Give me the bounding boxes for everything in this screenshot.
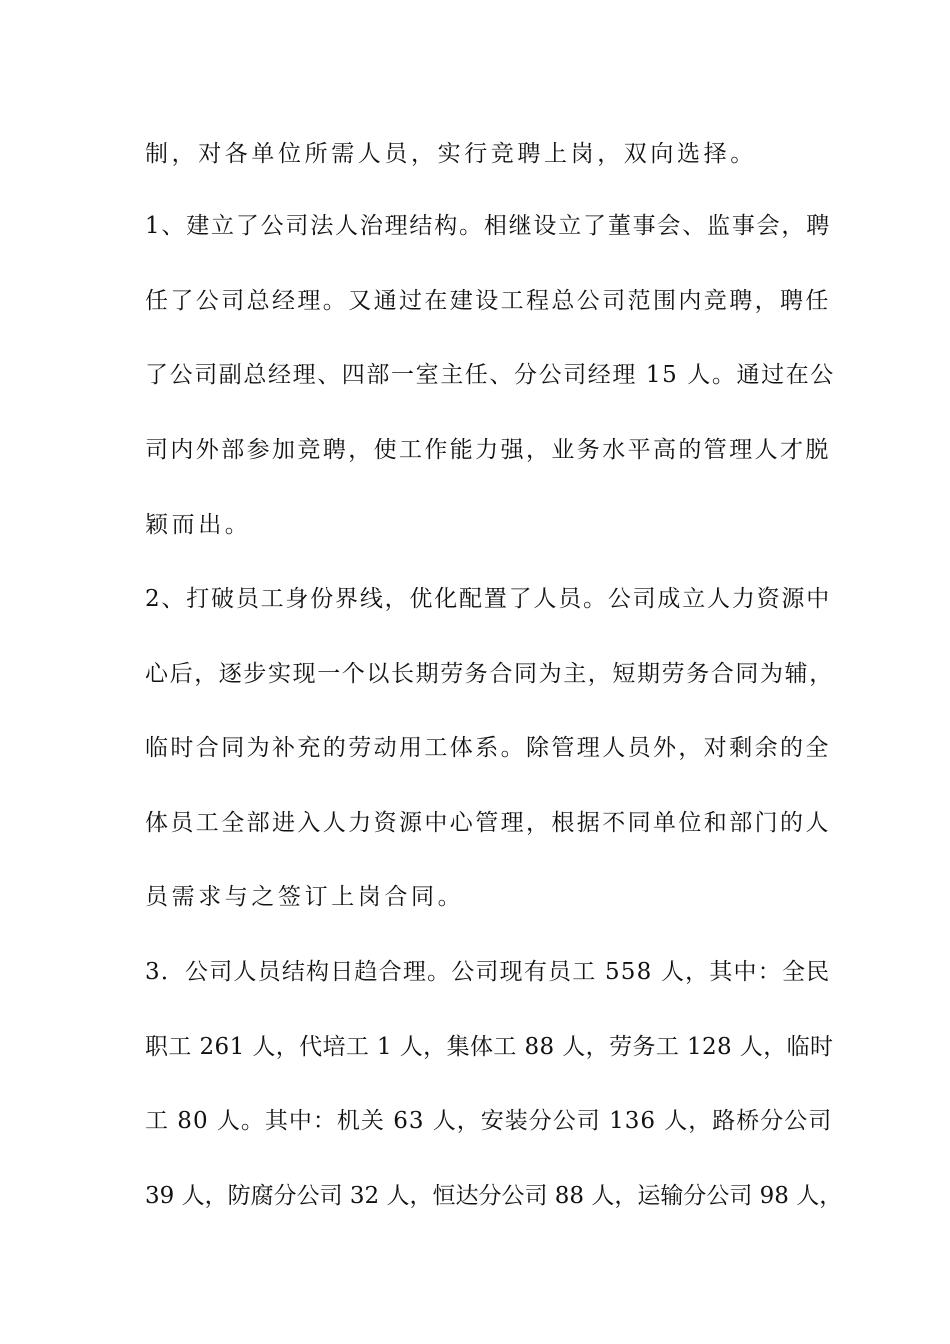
- text-line: 临时合同为补充的劳动用工体系。除管理人员外，对剩余的全: [145, 735, 831, 761]
- text-line: 颖而出。: [145, 512, 252, 538]
- text-line: 1、建立了公司法人治理结构。相继设立了董事会、监事会，聘: [145, 213, 832, 239]
- text-line: 工 80 人。其中：机关 63 人，安装分公司 136 人，路桥分公司: [145, 1108, 833, 1134]
- text-line: 制，对各单位所需人员，实行竞聘上岗，双向选择。: [145, 141, 757, 167]
- text-line: 2、打破员工身份界线，优化配置了人员。公司成立人力资源中: [145, 586, 832, 612]
- text-line: 心后，逐步实现一个以长期劳务合同为主，短期劳务合同为辅，: [145, 661, 834, 687]
- text-line: 职工 261 人，代培工 1 人，集体工 88 人，劳务工 128 人，临时: [145, 1034, 834, 1060]
- text-line: 39 人，防腐分公司 32 人，恒达分公司 88 人，运输分公司 98 人，: [145, 1183, 843, 1209]
- text-line: 司内外部参加竞聘，使工作能力强，业务水平高的管理人才脱: [145, 437, 831, 463]
- text-line: 体员工全部进入人力资源中心管理，根据不同单位和部门的人: [145, 810, 831, 836]
- text-line: 任了公司总经理。又通过在建设工程总公司范围内竞聘，聘任: [145, 288, 831, 314]
- text-line: 3．公司人员结构日趋合理。公司现有员工 558 人，其中：全民: [145, 959, 831, 985]
- text-line: 员需求与之签订上岗合同。: [145, 884, 465, 910]
- text-line: 了公司副总经理、四部一室主任、分公司经理 15 人。通过在公: [145, 362, 835, 388]
